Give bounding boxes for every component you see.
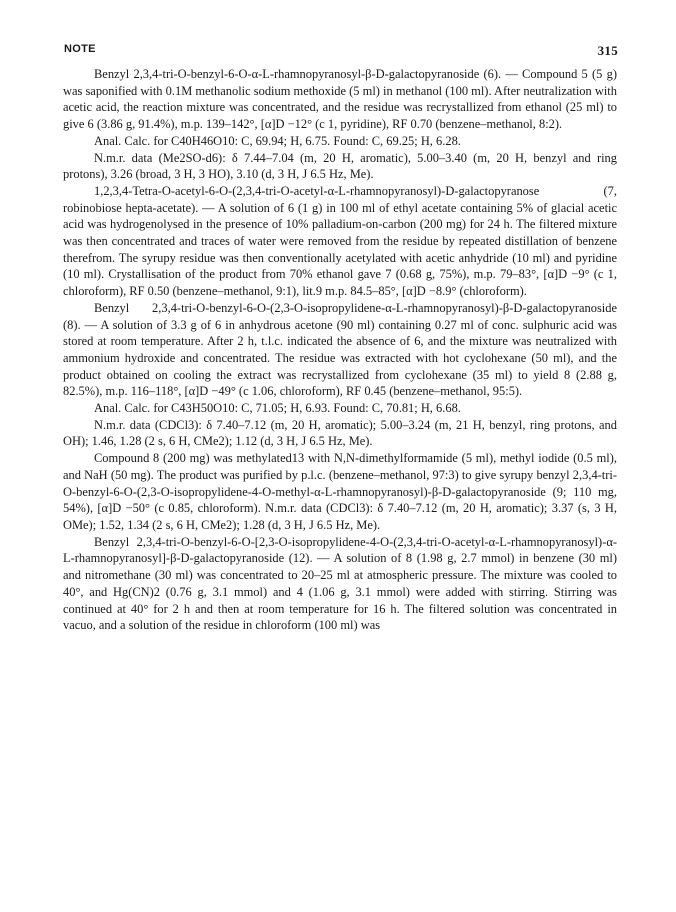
paragraph-anal-8: Anal. Calc. for C43H50O10: C, 71.05; H, 6.93. Found: C, 70.81; H, 6.68. xyxy=(94,401,461,416)
paragraph-nmr-6: N.m.r. data (Me2SO-d6): δ 7.44–7.04 (m, 20 H, aromatic), 5.00–3.40 (m, 20 H, benzyl and ring protons), 3.26 (broad, 3 H, 3 HO), 3.10 (d, 3 H, J 6.5 Hz, Me). xyxy=(63,150,617,182)
paragraph-compound-9: Compound 8 (200 mg) was methylated13 with N,N-dimethylformamide (5 ml), methyl iodide (0.5 ml), and NaH (50 mg). The product was purified by p.l.c. (benzene–methanol, 97:3) to give syrupy benzyl 2,3,4-tri-O-benzyl-6-O-(2,3-O-isopropylidene-4-O-methyl-α-L-rhamnopyranosyl)-β-D-galactopyranoside (9; 110 mg, 54%), [α]D −50° (c 0.85, chloroform). N.m.r. data (CDCl3): δ 7.40–7.12 (m, 20 H, aromatic); 3.37 (s, 3 H, OMe); 1.52, 1.34 (2 s, 6 H, CMe2); 1.28 (d, 3 H, J 6.5 Hz, Me). xyxy=(63,451,617,532)
paragraph-compound-12: Benzyl 2,3,4-tri-O-benzyl-6-O-[2,3-O-isopropylidene-4-O-(2,3,4-tri-O-acetyl-α-L-rhamnopyranosyl)-α-L-rhamnopyranosyl]-β-D-galactopyranoside (12). — A solution of 8 (1.98 g, 2.7 mmol) in benzene (30 ml) and nitromethane (30 ml) was concentrated to 20–25 ml at atmospheric pressure. The mixture was cooled to 40°, and Hg(CN)2 (0.76 g, 3.1 mmol) and 4 (1.06 g, 3.1 mmol) were added with stirring. Stirring was continued at 40° for 2 h and then at room temperature for 16 h. The filtered solution was concentrated in vacuo, and a solution of the residue in chloroform (100 ml) was xyxy=(63,534,617,633)
paragraph-compound-6: Benzyl 2,3,4-tri-O-benzyl-6-O-α-L-rhamnopyranosyl-β-D-galactopyranoside (6). — Compound 5 (5 g) was saponified with 0.1M methanolic sodium methoxide (5 ml) in methanol (100 ml). After neutralization with acetic acid, the reaction mixture was concentrated, and the residue was recrystallized from ethanol (25 ml) to give 6 (3.86 g, 91.4%), m.p. 139–142°, [α]D −12° (c 1, pyridine), RF 0.70 (benzene–methanol, 8:2). xyxy=(63,67,617,132)
running-header: NOTE xyxy=(64,43,96,55)
page-number: 315 xyxy=(597,43,618,58)
paragraph-nmr-8: N.m.r. data (CDCl3): δ 7.40–7.12 (m, 20 H, aromatic); 5.00–3.24 (m, 21 H, benzyl, ring protons, and OH); 1.46, 1.28 (2 s, 6 H, CMe2); 1.12 (d, 3 H, J 6.5 Hz, Me). xyxy=(63,417,617,449)
body-text xyxy=(63,66,617,634)
paragraph-compound-7: 1,2,3,4-Tetra-O-acetyl-6-O-(2,3,4-tri-O-acetyl-α-L-rhamnopyranosyl)-D-galactopyranose (7, robinobiose hepta-acetate). — A solution of 6 (1 g) in 100 ml of ethyl acetate containing 5% of glacial acetic acid was hydrogenolysed in the presence of 10% palladium-on-carbon (200 mg) for 24 h. The filtered mixture was then concentrated and traces of water were removed from the residue by repeated distillation of benzene therefrom. The syrupy residue was then conventionally acetylated with acetic anhydride (10 ml) and pyridine (10 ml). Crystallisation of the product from 70% ethanol gave 7 (0.68 g, 75%), m.p. 79–83°, [α]D −9° (c 1, chloroform), RF 0.50 (benzene–methanol, 9:1), lit.9 m.p. 84.5–85°, [α]D −8.9° (chloroform). xyxy=(63,183,617,299)
paragraph-compound-8: Benzyl 2,3,4-tri-O-benzyl-6-O-(2,3-O-isopropylidene-α-L-rhamnopyranosyl)-β-D-galactopyranoside (8). — A solution of 3.3 g of 6 in anhydrous acetone (90 ml) containing 0.27 ml of conc. sulphuric acid was stored at room temperature. After 2 h, t.l.c. indicated the absence of 6, and the mixture was neutralized with ammonium hydroxide and concentrated. The residue was extracted with hot cyclohexane (50 ml), and the product obtained on cooling the extract was recrystallized from cyclohexane (35 ml) to yield 8 (2.88 g, 82.5%), m.p. 116–118°, [α]D −49° (c 1.06, chloroform), RF 0.45 (benzene–methanol, 95:5). xyxy=(63,300,617,399)
paragraph-anal-6: Anal. Calc. for C40H46O10: C, 69.94; H, 6.75. Found: C, 69.25; H, 6.28. xyxy=(94,133,461,148)
